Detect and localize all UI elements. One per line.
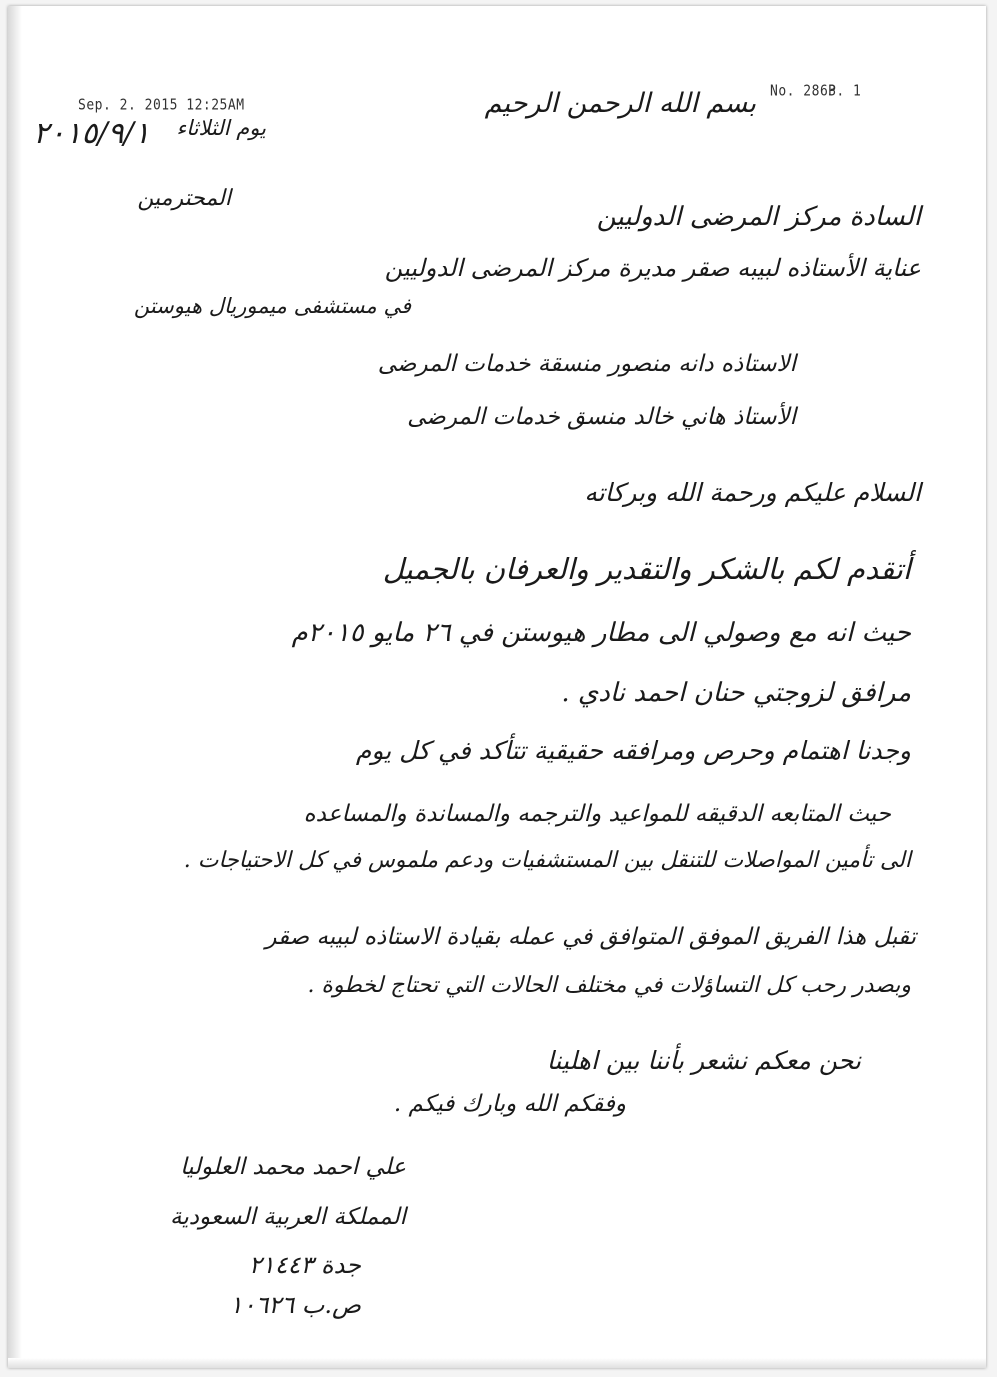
paragraph-9: نحن معكم نشعر بأننا بين اهلينا [546,1046,861,1075]
staff-line-2: الأستاذ هاني خالد منسق خدمات المرضى [407,404,796,430]
address-line: السادة مركز المرضى الدوليين [596,202,921,232]
staff-line-1: الاستاذه دانه منصور منسقة خدمات المرضى [377,351,796,377]
signature-country: المملكة العربية السعودية [170,1204,406,1230]
fax-number: No. 2863 [770,82,837,101]
paragraph-2: حيث انه مع وصولي الى مطار هيوستن في ٢٦ مايو ٢٠١٥م [291,618,911,648]
signature-name: علي احمد محمد العلوليا [180,1154,406,1180]
fax-page [8,6,986,1368]
address-honorific: المحترمين [137,186,231,211]
signature-pobox: ص.ب ١٠٦٢٦ [229,1291,361,1319]
fax-timestamp: Sep. 2. 2015 12:25AM [78,96,245,115]
letter-date: ٢٠١٥/٩/١ [33,116,150,151]
hospital-line: في مستشفى ميموريال هيوستن [133,294,411,318]
date-day: يوم الثلاثاء [176,116,266,140]
paragraph-3: مرافق لزوجتي حنان احمد نادي . [561,678,911,708]
basmala: بسم الله الرحمن الرحيم [484,88,756,119]
signature-city: جدة ٢١٤٤٣ [248,1251,361,1279]
paragraph-8: وبصدر رحب كل التساؤلات في مختلف الحالات التي تحتاج لخطوة . [307,973,911,998]
paragraph-7: تقبل هذا الفريق الموفق المتوافق في عمله بقيادة الاستاذه لبيبه صقر [265,924,916,950]
attention-line: عناية الأستاذه لبيبه صقر مديرة مركز المرضى الدوليين [384,254,921,282]
paragraph-4: وجدنا اهتمام وحرص ومرافقه حقيقية تتأكد في كل يوم [355,736,911,765]
greeting: السلام عليكم ورحمة الله وبركاته [584,478,921,507]
closing: وفقكم الله وبارك فيكم . [393,1091,626,1117]
fax-page-number: P. 1 [828,82,862,101]
paragraph-6: الى تأمين المواصلات للتنقل بين المستشفيات ودعم ملموس في كل الاحتياجات . [183,848,911,873]
paragraph-1: أتقدم لكم بالشكر والتقدير والعرفان بالجميل [382,552,911,586]
paragraph-5: حيث المتابعه الدقيقه للمواعيد والترجمه والمساندة والمساعده [303,801,891,827]
